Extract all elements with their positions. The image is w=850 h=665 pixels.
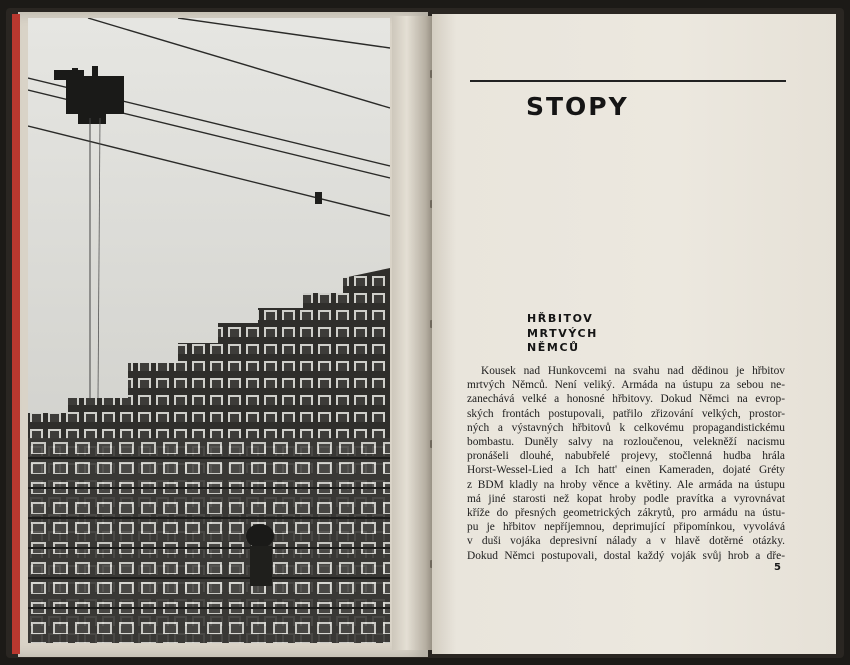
book-edge-strip [12,14,20,654]
page-number: 5 [774,562,781,573]
section-heading [527,312,598,356]
body-paragraph [467,364,785,563]
text-line: ských frontách postupovali, patřilo zřizování velkých, prostor- [467,407,785,420]
text-line: pronášeli dlouhé, nabubřelé projevy, stočlenná hudba hrála [467,450,785,463]
text-line: mrtvých Němců. Není veliký. Armáda na ústupu za sebou ne- [467,379,785,392]
text-line: ných a výstavných hřbitovů k celkovému propagandistickému [467,421,785,434]
book-gutter [392,16,434,650]
section-heading-line: HŘBITOV [527,312,594,325]
text-line: Kousek nad Hunkovcemi na svahu nad dědinou je hřbitov [481,365,785,377]
text-line: Horst-Wessel-Lied a Ich hatt' einen Kameraden, dojaté Gréty [467,464,785,477]
chapter-title: STOPY [526,92,629,121]
text-line: pu je hřbitov nepříjemnou, deprimující připomínkou, vyvolává [467,521,785,534]
construction-photo [28,18,390,643]
text-line: má jiné starosti než kopat hroby podle pravítka a vyrovnávat [467,492,785,505]
text-line: zanechává velké a honosné hřbitovy. Dokud Němci na evrop- [467,393,785,406]
text-line: kříže do přesných geometrických zákrytů, pro armádu na ústu- [467,507,785,520]
section-heading-line: NĚMCŮ [527,341,580,354]
text-line: z BDM kladly na hroby věnce a květiny. Ale armáda na ústupu [467,478,785,491]
text-line: v duši vojáka depresivní nálady a v hlavě dotěrné otázky. [467,535,785,548]
section-heading-line: MRTVÝCH [527,326,598,340]
title-rule [470,80,786,82]
text-line: bombastu. Duněly salvy na rozloučenou, velekněží nacismu [467,436,785,449]
text-line: Dokud Němci postupovali, dostal každý voják svůj hrob a dře- [467,549,785,562]
